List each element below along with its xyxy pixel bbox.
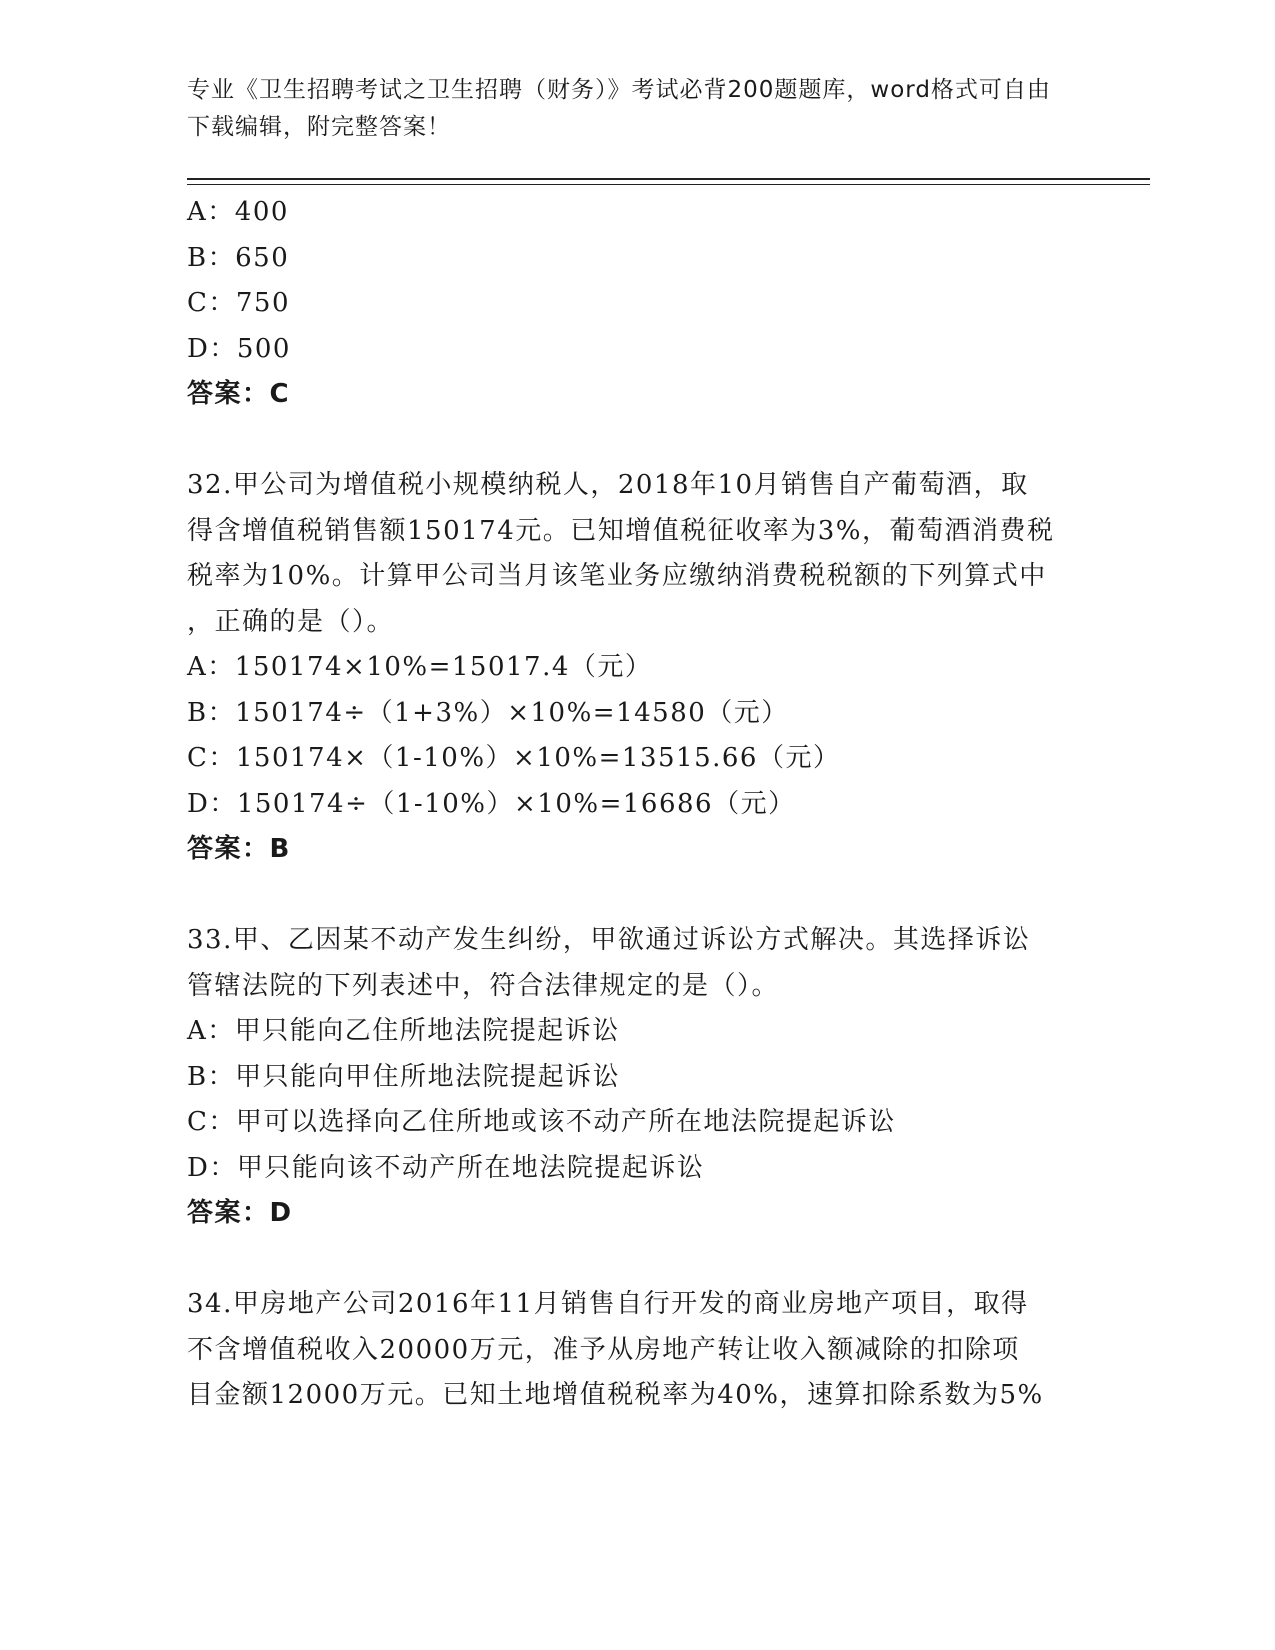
q33-answer: 答案：D xyxy=(187,1198,293,1228)
question-34-text: 不含增值税收入20000万元，准予从房地产转让收入额减除的扣除项 xyxy=(187,1334,1020,1365)
answer-line: 答案：C xyxy=(187,379,291,409)
q33-option-c: C：甲可以选择向乙住所地或该不动产所在地法院提起诉讼 xyxy=(187,1107,896,1137)
question-34-text: 34.甲房地产公司2016年11月销售自行开发的商业房地产项目，取得 xyxy=(187,1289,1029,1319)
q33-option-b: B：甲只能向甲住所地法院提起诉讼 xyxy=(187,1061,621,1092)
question-32-text: 得含增值税销售额150174元。已知增值税征收率为3%，葡萄酒消费税 xyxy=(187,515,1055,546)
question-body xyxy=(187,190,1087,1419)
document-header: 专业《卫生招聘考试之卫生招聘（财务）》考试必背200题题库，word格式可自由下载编辑，附完整答案！ xyxy=(187,77,1051,140)
q33-option-d: D：甲只能向该不动产所在地法院提起诉讼 xyxy=(187,1152,705,1183)
question-32-text: 32.甲公司为增值税小规模纳税人，2018年10月销售自产葡萄酒，取 xyxy=(187,470,1029,500)
q32-option-b: B：150174÷（1+3%）×10%=14580（元） xyxy=(187,697,789,728)
question-32-text: 税率为10%。计算甲公司当月该笔业务应缴纳消费税税额的下列算式中 xyxy=(187,561,1047,591)
option-c: C：750 xyxy=(187,288,291,318)
header-rule-thin xyxy=(187,184,1150,185)
option-b: B：650 xyxy=(187,242,290,273)
q32-answer: 答案：B xyxy=(187,834,291,864)
q33-option-a: A：甲只能向乙住所地法院提起诉讼 xyxy=(187,1016,620,1046)
q32-option-a: A：150174×10%=15017.4（元） xyxy=(187,652,653,682)
question-33-text: 管辖法院的下列表述中，符合法律规定的是（）。 xyxy=(187,970,780,1001)
option-d: D：500 xyxy=(187,333,291,364)
question-34-text: 目金额12000万元。已知土地增值税税率为40%，速算扣除系数为5% xyxy=(187,1380,1044,1410)
header-rule-thick xyxy=(187,178,1150,180)
question-32-text: ，正确的是（）。 xyxy=(187,606,395,637)
question-33-text: 33.甲、乙因某不动产发生纠纷，甲欲通过诉讼方式解决。其选择诉讼 xyxy=(187,925,1031,955)
option-a: A：400 xyxy=(187,197,289,227)
q32-option-c: C：150174×（1-10%）×10%=13515.66（元） xyxy=(187,743,841,773)
q32-option-d: D：150174÷（1-10%）×10%=16686（元） xyxy=(187,788,796,819)
